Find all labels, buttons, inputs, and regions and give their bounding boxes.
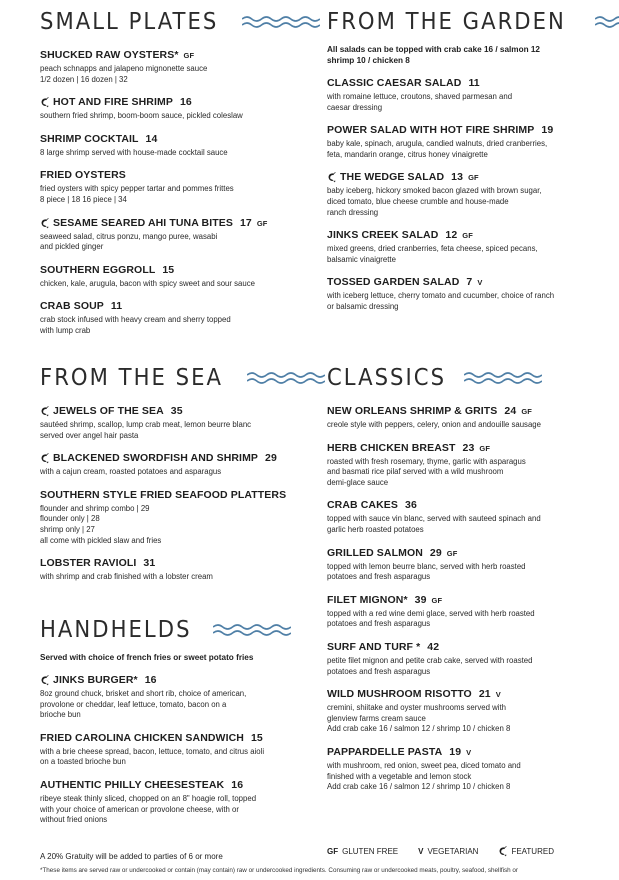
menu-item [40,133,302,159]
menu-item-description [40,315,302,336]
menu-item-price: 13 [451,171,464,184]
description-line: provolone or cheddar, leaf lettuce, tomato, bacon on a [40,699,227,709]
description-line: with a brie cheese spread, bacon, lettuce, tomato, and citrus aioli [40,746,265,756]
menu-item-description [327,457,592,489]
description-line: mixed greens, dried cranberries, feta cheese, spiced pecans, [327,244,538,254]
menu-item-header [327,547,592,560]
menu-item [327,688,592,735]
menu-item [40,779,302,826]
menu-item-price: 31 [143,557,156,570]
description-line: demi-glace sauce [327,477,389,487]
description-line: roasted with fresh rosemary, thyme, garlic with asparagus [327,456,526,466]
menu-item-description [40,572,302,583]
description-line: 8 large shrimp served with house-made cocktail sauce [40,147,228,157]
menu-item-header [327,405,592,418]
menu-item-price: 21 [478,688,491,701]
legend-gf-code: GF [327,847,339,856]
section-from-the-sea [40,362,302,583]
menu-item [327,276,592,312]
menu-item-price: 19 [449,745,462,758]
section-small-plates [40,6,302,337]
shrimp-icon [40,453,49,464]
note-line: shrimp 10 / chicken 8 [327,56,410,65]
menu-item-header [327,641,592,654]
menu-item-name: NEW ORLEANS SHRIMP & GRITS [327,405,498,417]
description-line: on a toasted brioche bun [40,757,126,767]
description-line: topped with lemon beurre blanc, served with herb roasted [327,561,526,571]
menu-item-header [40,674,302,687]
description-line: sautéed shrimp, scallop, lump crab meat, lemon beurre blanc [40,420,252,429]
wave-decoration-icon [595,14,619,30]
shrimp-icon [498,846,507,857]
menu-item-header [40,133,302,146]
menu-item-name: CRAB SOUP [40,300,104,313]
menu-item-name: SESAME SEARED AHI TUNA BITES [53,216,233,229]
menu-item-header [327,688,592,701]
menu-item-header [40,405,302,418]
description-line: 8oz ground chuck, brisket and short rib, choice of american, [40,689,247,698]
menu-item-header [40,732,302,745]
menu-item-description [327,186,592,218]
section-title: HANDHELDS [40,617,192,643]
menu-item-price: 29 [265,452,277,465]
menu-item [327,594,592,630]
menu-item [40,405,302,441]
menu-item-name: JEWELS OF THE SEA [53,405,164,417]
menu-item-price: 16 [144,674,157,686]
menu-item-name: JINKS BURGER* [53,674,138,686]
diet-tag: GF [431,595,443,605]
description-line: with a cajun cream, roasted potatoes and asparagus [40,467,222,477]
description-line: ribeye steak thinly sliced, chopped on an 8" hoagie roll, topped [40,793,257,803]
menu-item-name: SHUCKED RAW OYSTERS* [40,49,179,61]
menu-item-description [40,420,302,441]
menu-item-name: FRIED CAROLINA CHICKEN SANDWICH [40,731,244,744]
shrimp-icon [40,218,49,229]
menu-item-description [327,562,592,583]
shrimp-icon [327,172,336,183]
description-line: 8 piece | 18 16 piece | 34 [40,194,127,204]
menu-item-description [327,761,592,793]
menu-item-price: 29 [429,546,442,559]
menu-item [40,300,302,336]
section-title: CLASSICS [327,365,447,391]
item-list [40,405,302,583]
section-note: Served with choice of french fries or sweet potato fries [40,653,254,662]
section-handhelds [40,614,302,826]
menu-item [40,557,302,583]
menu-item-description [327,244,592,265]
menu-item-header [327,124,592,137]
menu-item-description [327,609,592,630]
description-line: with shrimp and crab finished with a lobster cream [40,572,213,582]
diet-tag: GF [462,231,473,241]
description-line: finished with a vegetable and lemon stock [327,771,472,781]
diet-tag: GF [256,218,268,228]
description-line: cremini, shiitake and oyster mushrooms served with [327,703,506,713]
description-line: diced tomato, blue cheese crumble and house-made [327,196,509,206]
menu-item-header [40,96,302,109]
menu-item [327,405,592,431]
section-header [327,362,592,394]
menu-item-header [327,276,592,289]
menu-item-description [327,139,592,160]
menu-item [327,229,592,265]
menu-item-name: CRAB CAKES [327,499,399,512]
diet-tag: GF [468,173,479,183]
menu-item-price: 16 [231,778,244,791]
legend-v-code: V [418,847,424,856]
menu-item [40,96,302,122]
menu-item [327,171,592,218]
menu-item-name: HOT AND FIRE SHRIMP [53,96,173,109]
description-line: seaweed salad, citrus ponzu, mango puree, wasabi [40,231,218,241]
diet-tag: GF [446,548,458,558]
description-line: flounder and shrimp combo | 29 [40,503,150,513]
legend-featured [498,846,554,857]
legend-featured-label: FEATURED [511,847,554,856]
menu-item-name: BLACKENED SWORDFISH AND SHRIMP [53,452,259,465]
menu-item-price: 15 [162,263,175,276]
description-line: petite filet mignon and petite crab cake, served with roasted [327,655,533,665]
diet-tag: GF [521,407,532,416]
menu-item-description [40,689,302,721]
section-header [40,614,302,646]
menu-item-description [327,703,592,735]
description-line: balsamic vinaigrette [327,254,396,264]
description-line: with mushroom, red onion, sweet pea, diced tomato and [327,760,521,770]
menu-item-description [327,514,592,535]
note-line: All salads can be topped with crab cake 16 / salmon 12 [327,45,540,54]
menu-item [327,124,592,160]
menu-item-header [327,171,592,184]
description-line: Add crab cake 16 / salmon 12 / shrimp 10 / chicken 8 [327,782,511,792]
menu-item-price: 23 [462,441,475,454]
item-list [327,405,592,793]
menu-item [40,217,302,253]
menu-item-price: 11 [468,77,480,89]
menu-item-name: JINKS CREEK SALAD [327,229,439,242]
menu-item-price: 11 [110,300,123,313]
legend-gluten-free [327,847,398,856]
menu-item-name: FILET MIGNON* [327,593,408,606]
menu-item-price: 12 [445,229,458,242]
raw-food-disclaimer: *These items are served raw or undercooked or contain (may contain) raw or undercooked ingredients. Consuming raw or undercooked meats, poultry, seafood, shellfish or [40,867,518,874]
description-line: southern fried shrimp, boom-boom sauce, pickled coleslaw [40,111,243,121]
menu-item-name: AUTHENTIC PHILLY CHEESESTEAK [40,778,225,791]
menu-item-header [327,442,592,455]
menu-item-name: THE WEDGE SALAD [340,171,445,184]
section-note [327,44,592,66]
menu-item-header [40,264,302,277]
menu-item-name: FRIED OYSTERS [40,169,126,182]
menu-item [40,674,302,721]
shrimp-icon [40,97,49,108]
section-from-the-garden [327,6,592,313]
menu-item-name: SOUTHERN STYLE FRIED SEAFOOD PLATTERS [40,488,287,501]
menu-item-description [327,291,592,312]
menu-item-header [40,557,302,570]
wave-decoration-icon [213,622,291,638]
shrimp-icon [40,406,49,417]
menu-item-description [327,92,592,113]
menu-item-price: 16 [179,96,192,109]
menu-item [327,442,592,489]
menu-item-name: SOUTHERN EGGROLL [40,263,156,276]
description-line: shrimp only | 27 [40,524,95,534]
description-line: with lump crab [40,325,91,335]
menu-item-description [40,747,302,768]
description-line: garlic herb roasted potatoes [327,524,424,534]
description-line: potatoes and fresh asparagus [327,572,431,582]
description-line: potatoes and fresh asparagus [327,666,431,676]
wave-decoration-icon [247,370,325,386]
menu-item-description [40,64,302,85]
menu-item [40,169,302,205]
description-line: baby iceberg, hickory smoked bacon glazed with brown sugar, [327,186,542,196]
menu-item-description [40,232,302,253]
description-line: chicken, kale, arugula, bacon with spicy sweet and sour sauce [40,278,255,288]
item-list [327,77,592,313]
item-list [40,49,302,337]
menu-item-name: SURF AND TURF * [327,640,421,653]
menu-item-description [327,656,592,677]
menu-item [327,746,592,793]
description-line: with your choice of american or provolone cheese, with or [40,804,239,814]
menu-item-price: 7 [466,276,473,289]
menu-item [40,49,302,85]
description-line: ranch dressing [327,207,379,217]
menu-item-price: 35 [170,405,183,417]
menu-item-header [327,229,592,242]
menu-item-description [40,111,302,122]
section-title: FROM THE GARDEN [327,9,566,35]
menu-item-description [40,148,302,159]
description-line: caesar dressing [327,102,383,112]
menu-item-header [40,169,302,182]
menu-item-name: TOSSED GARDEN SALAD [327,276,460,289]
menu-item-header [40,452,302,465]
description-line: feta, mandarin orange, citrus honey vinaigrette [327,149,488,159]
description-line: flounder only | 28 [40,514,100,524]
menu-item-description [40,184,302,205]
menu-item-price: 14 [145,132,158,145]
menu-item-price: 42 [427,640,440,653]
menu-item-name: HERB CHICKEN BREAST [327,441,456,454]
description-line: with romaine lettuce, croutons, shaved parmesan and [327,92,513,101]
menu-item-price: 39 [414,593,427,606]
menu-item-header [327,77,592,90]
diet-tag: GF [479,443,491,453]
item-list [40,674,302,826]
menu-item-name: GRILLED SALMON [327,546,423,559]
menu-item-name: CLASSIC CAESAR SALAD [327,77,462,89]
diet-tag: V [495,690,501,700]
menu-item-name: LOBSTER RAVIOLI [40,557,137,570]
menu-item-description [327,420,592,431]
description-line: with iceberg lettuce, cherry tomato and cucumber, choice of ranch [327,291,555,301]
description-line: creole style with peppers, celery, onion and andouille sausage [327,420,541,429]
menu-item-name: SHRIMP COCKTAIL [40,132,139,145]
legend-gf-label: GLUTEN FREE [342,847,399,856]
menu-item-header [327,746,592,759]
description-line: brioche bun [40,710,81,720]
menu-item-header [40,300,302,313]
legend-v-label: VEGETARIAN [427,847,479,856]
description-line: and pickled ginger [40,242,104,252]
menu-item [40,489,302,546]
description-line: all come with pickled slaw and fries [40,535,162,545]
menu-item-description [40,279,302,290]
description-line: served over angel hair pasta [40,430,139,440]
legend [327,846,574,857]
menu-item [327,641,592,677]
section-header [40,6,302,38]
description-line: fried oysters with spicy pepper tartar and pommes frittes [40,184,234,194]
diet-tag: V [477,278,483,288]
description-line: crab stock infused with heavy cream and sherry topped [40,315,231,325]
menu-item-name: PAPPARDELLE PASTA [327,745,443,758]
description-line: Add crab cake 16 / salmon 12 / shrimp 10 / chicken 8 [327,724,511,734]
menu-item-header [40,779,302,792]
description-line: topped with a red wine demi glace, served with herb roasted [327,608,535,618]
menu-item [40,452,302,478]
section-title: FROM THE SEA [40,365,224,391]
section-header [327,6,592,38]
menu-item-header [40,217,302,230]
legend-vegetarian [418,847,478,856]
section-title: SMALL PLATES [40,9,219,35]
description-line: 1/2 dozen | 16 dozen | 32 [40,74,128,84]
description-line: glenview farms cream sauce [327,713,426,723]
description-line: potatoes and fresh asparagus [327,619,431,629]
description-line: and basmati rice pilaf served with a wild mushroom [327,467,504,477]
menu-item-name: POWER SALAD WITH HOT FIRE SHRIMP [327,124,535,137]
description-line: without fried onions [40,815,108,825]
menu-item-header [327,594,592,607]
menu-item-price: 24 [504,405,517,417]
diet-tag: GF [183,51,195,60]
menu-item-header [40,489,302,502]
menu-item-name: WILD MUSHROOM RISOTTO [327,688,472,701]
description-line: baby kale, spinach, arugula, candied walnuts, dried cranberries, [327,139,548,149]
menu-item [327,499,592,535]
menu-item-description [40,504,302,546]
description-line: or balsamic dressing [327,301,399,311]
menu-item-price: 17 [239,216,252,229]
diet-tag: V [466,747,472,757]
menu-item-price: 15 [250,731,263,744]
wave-decoration-icon [242,14,320,30]
menu-item-price: 19 [541,124,554,137]
menu-item [327,77,592,113]
description-line: peach schnapps and jalapeno mignonette sauce [40,64,208,73]
menu-item [327,547,592,583]
menu-item-description [40,794,302,826]
menu-item-description [40,467,302,478]
menu-item-header [327,499,592,512]
section-classics [327,362,592,793]
description-line: topped with sauce vin blanc, served with sauteed spinach and [327,514,541,524]
shrimp-icon [40,675,49,686]
wave-decoration-icon [464,370,542,386]
menu-item [40,732,302,768]
menu-item [40,264,302,290]
section-header [40,362,302,394]
gratuity-notice: A 20% Gratuity will be added to parties of 6 or more [40,852,223,861]
menu-item-price: 36 [405,499,417,512]
menu-item-header [40,49,302,62]
